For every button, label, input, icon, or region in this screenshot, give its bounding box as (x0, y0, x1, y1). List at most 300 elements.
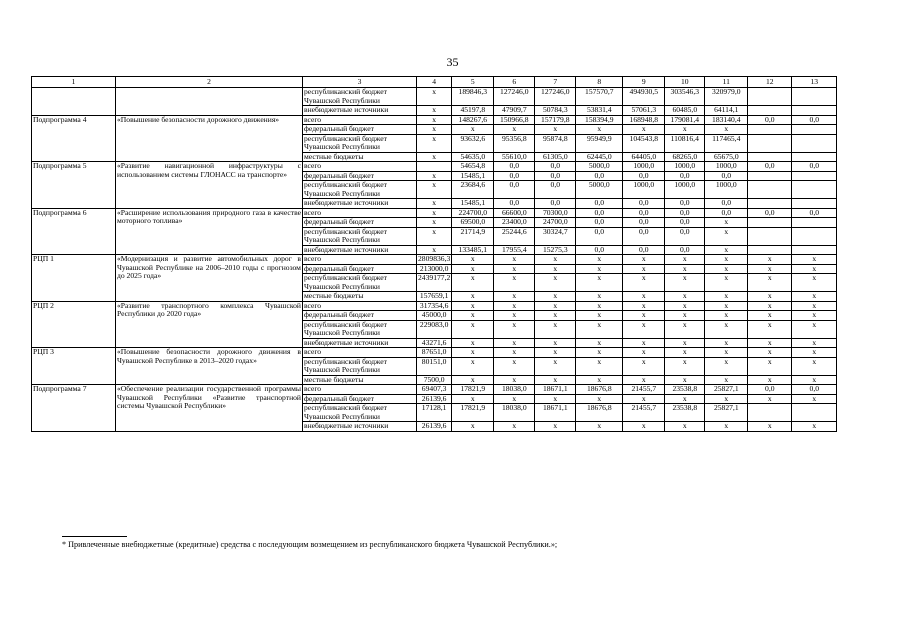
value-cell: x (535, 311, 576, 321)
value-cell: 157179,8 (535, 115, 576, 125)
program-name-cell: «Развитие навигационной инфраструктуры с использованием системы ГЛОНАСС на транспорте» (116, 162, 303, 209)
funding-source-cell: внебюджетные источники (303, 338, 417, 348)
value-cell: x (535, 375, 576, 385)
value-cell: x (576, 394, 623, 404)
table-row (32, 255, 837, 265)
value-cell: 0,0 (494, 162, 535, 172)
value-cell: 133485,1 (452, 245, 494, 255)
value-cell: x (494, 338, 535, 348)
table-row (32, 348, 837, 358)
funding-source-cell: внебюджетные источники (303, 199, 417, 209)
value-cell: x (748, 274, 792, 292)
funding-source-cell: федеральный бюджет (303, 125, 417, 135)
value-cell: x (494, 301, 535, 311)
value-cell: 0,0 (748, 115, 792, 125)
column-header: 1 (32, 77, 116, 88)
footnote-divider (62, 536, 127, 537)
value-cell: x (494, 375, 535, 385)
value-cell: x (494, 320, 535, 338)
value-cell: 15275,3 (535, 245, 576, 255)
funding-source-cell: федеральный бюджет (303, 218, 417, 228)
value-cell: x (417, 152, 452, 162)
value-cell: 43271,6 (417, 338, 452, 348)
value-cell: x (623, 394, 665, 404)
value-cell: x (535, 357, 576, 375)
value-cell: x (792, 375, 837, 385)
program-name-cell: «Повышение безопасности дорожного движения в Чувашской Республике в 2013–2020 годах» (116, 348, 303, 385)
value-cell: 55610,0 (494, 152, 535, 162)
value-cell: 60485,0 (665, 106, 705, 116)
value-cell: 1000,0 (623, 162, 665, 172)
value-cell: 0,0 (576, 208, 623, 218)
value-cell: x (792, 311, 837, 321)
value-cell (792, 199, 837, 209)
value-cell: x (665, 255, 705, 265)
funding-source-cell: республиканский бюджет Чувашской Республики (303, 134, 417, 152)
value-cell (748, 404, 792, 422)
value-cell: x (576, 357, 623, 375)
funding-source-cell: федеральный бюджет (303, 264, 417, 274)
value-cell: 0,0 (535, 199, 576, 209)
value-cell: x (452, 292, 494, 302)
header-row (32, 77, 837, 88)
value-cell: 0,0 (665, 208, 705, 218)
value-cell: 24700,0 (535, 218, 576, 228)
value-cell: 0,0 (494, 181, 535, 199)
value-cell: x (665, 264, 705, 274)
value-cell: 0,0 (623, 218, 665, 228)
value-cell: x (705, 255, 748, 265)
value-cell: 157570,7 (576, 88, 623, 106)
value-cell: x (535, 301, 576, 311)
value-cell: 26139,6 (417, 394, 452, 404)
value-cell: 45197,8 (452, 106, 494, 116)
value-cell: x (665, 348, 705, 358)
value-cell: 158394,9 (576, 115, 623, 125)
funding-source-cell: всего (303, 348, 417, 358)
value-cell (748, 88, 792, 106)
value-cell: 62445,0 (576, 152, 623, 162)
value-cell: 64405,0 (623, 152, 665, 162)
value-cell: 5000,0 (576, 181, 623, 199)
value-cell: 0,0 (705, 171, 748, 181)
value-cell: 61305,0 (535, 152, 576, 162)
value-cell: 0,0 (576, 218, 623, 228)
value-cell (748, 106, 792, 116)
value-cell: 47909,7 (494, 106, 535, 116)
value-cell (748, 152, 792, 162)
value-cell: x (665, 311, 705, 321)
value-cell: x (452, 255, 494, 265)
value-cell: x (576, 338, 623, 348)
value-cell (748, 218, 792, 228)
value-cell: 5000,0 (576, 162, 623, 172)
value-cell: 21455,7 (623, 404, 665, 422)
value-cell: 0,0 (665, 227, 705, 245)
funding-source-cell: всего (303, 385, 417, 395)
value-cell: 18676,8 (576, 385, 623, 395)
value-cell (792, 227, 837, 245)
value-cell: 25244,6 (494, 227, 535, 245)
value-cell: 179081,4 (665, 115, 705, 125)
value-cell: x (452, 274, 494, 292)
value-cell: 0,0 (576, 199, 623, 209)
column-header: 4 (417, 77, 452, 88)
value-cell: x (623, 348, 665, 358)
value-cell: x (705, 311, 748, 321)
value-cell: 189846,3 (452, 88, 494, 106)
value-cell: x (452, 394, 494, 404)
table-row (32, 162, 837, 172)
program-cell: Подпрограмма 4 (32, 115, 116, 162)
program-cell: РЦП 3 (32, 348, 116, 385)
table-row (32, 208, 837, 218)
value-cell: 7500,0 (417, 375, 452, 385)
value-cell: 54635,0 (452, 152, 494, 162)
column-header: 8 (576, 77, 623, 88)
value-cell: 0,0 (494, 199, 535, 209)
value-cell (792, 171, 837, 181)
funding-source-cell: местные бюджеты (303, 152, 417, 162)
value-cell: 168948,8 (623, 115, 665, 125)
funding-source-cell: внебюджетные источники (303, 245, 417, 255)
value-cell: x (665, 274, 705, 292)
program-name-cell: «Обеспечение реализации государственной программы Чувашской Республики «Развитие транспортной системы Чувашской Республики» (116, 385, 303, 432)
value-cell (792, 134, 837, 152)
value-cell: x (417, 199, 452, 209)
value-cell: x (494, 125, 535, 135)
value-cell: 18671,1 (535, 385, 576, 395)
value-cell: x (535, 422, 576, 432)
value-cell: 65675,0 (705, 152, 748, 162)
value-cell: x (748, 422, 792, 432)
value-cell: x (748, 255, 792, 265)
value-cell: 17821,9 (452, 385, 494, 395)
value-cell: x (705, 274, 748, 292)
column-header: 13 (792, 77, 837, 88)
value-cell: 25827,1 (705, 385, 748, 395)
program-name-cell: «Расширение использования природного газа в качестве моторного топлива» (116, 208, 303, 255)
value-cell: x (705, 357, 748, 375)
value-cell: x (792, 348, 837, 358)
program-name-cell: «Развитие транспортного комплекса Чувашской Республики до 2020 года» (116, 301, 303, 348)
value-cell: x (452, 301, 494, 311)
value-cell: x (452, 264, 494, 274)
value-cell: x (748, 357, 792, 375)
value-cell: 21455,7 (623, 385, 665, 395)
funding-source-cell: всего (303, 162, 417, 172)
value-cell: x (665, 422, 705, 432)
value-cell: 0,0 (748, 385, 792, 395)
value-cell: 64114,1 (705, 106, 748, 116)
value-cell: x (576, 301, 623, 311)
value-cell: x (417, 115, 452, 125)
value-cell: 18671,1 (535, 404, 576, 422)
value-cell: x (748, 338, 792, 348)
value-cell: x (452, 348, 494, 358)
column-header: 2 (116, 77, 303, 88)
value-cell: x (417, 245, 452, 255)
value-cell: x (417, 125, 452, 135)
value-cell: 0,0 (494, 171, 535, 181)
value-cell (792, 181, 837, 199)
value-cell: 1000,0 (705, 162, 748, 172)
value-cell: 0,0 (623, 199, 665, 209)
value-cell (792, 88, 837, 106)
value-cell: 2439177,2 (417, 274, 452, 292)
value-cell: x (748, 264, 792, 274)
value-cell: x (494, 274, 535, 292)
value-cell: 0,0 (576, 227, 623, 245)
value-cell: 23538,8 (665, 404, 705, 422)
value-cell: 157659,1 (417, 292, 452, 302)
value-cell: x (535, 292, 576, 302)
program-cell: Подпрограмма 6 (32, 208, 116, 255)
value-cell: 0,0 (792, 385, 837, 395)
value-cell: x (417, 134, 452, 152)
funding-source-cell: республиканский бюджет Чувашской Республики (303, 404, 417, 422)
funding-source-cell: республиканский бюджет Чувашской Республики (303, 181, 417, 199)
value-cell: x (452, 320, 494, 338)
value-cell: x (705, 292, 748, 302)
value-cell: x (623, 255, 665, 265)
value-cell: x (748, 320, 792, 338)
value-cell: x (535, 394, 576, 404)
value-cell (417, 162, 452, 172)
value-cell (792, 106, 837, 116)
column-header: 6 (494, 77, 535, 88)
funding-source-cell: федеральный бюджет (303, 171, 417, 181)
value-cell (792, 152, 837, 162)
funding-source-cell: республиканский бюджет Чувашской Республики (303, 88, 417, 106)
value-cell: x (623, 292, 665, 302)
program-name-cell: «Повышение безопасности дорожного движения» (116, 115, 303, 162)
value-cell: 50784,3 (535, 106, 576, 116)
funding-source-cell: местные бюджеты (303, 292, 417, 302)
value-cell: x (494, 422, 535, 432)
value-cell: x (623, 357, 665, 375)
value-cell: 1000,0 (665, 162, 705, 172)
funding-source-cell: федеральный бюджет (303, 394, 417, 404)
value-cell: 21714,9 (452, 227, 494, 245)
value-cell: 69500,0 (452, 218, 494, 228)
value-cell: 0,0 (535, 171, 576, 181)
column-header: 5 (452, 77, 494, 88)
value-cell: 104543,8 (623, 134, 665, 152)
funding-source-cell: республиканский бюджет Чувашской Республики (303, 320, 417, 338)
value-cell: x (623, 125, 665, 135)
program-cell: Подпрограмма 5 (32, 162, 116, 209)
value-cell: 320979,0 (705, 88, 748, 106)
value-cell: x (792, 255, 837, 265)
value-cell: 95356,8 (494, 134, 535, 152)
value-cell: 1000,0 (623, 181, 665, 199)
value-cell: 0,0 (535, 162, 576, 172)
value-cell (748, 227, 792, 245)
value-cell: x (705, 320, 748, 338)
value-cell: x (792, 394, 837, 404)
value-cell (748, 181, 792, 199)
value-cell: 0,0 (623, 208, 665, 218)
program-cell (32, 88, 116, 116)
value-cell: 80151,0 (417, 357, 452, 375)
funding-table (31, 76, 837, 432)
value-cell: 26139,6 (417, 422, 452, 432)
value-cell: 229083,0 (417, 320, 452, 338)
value-cell: x (705, 338, 748, 348)
value-cell: x (494, 394, 535, 404)
value-cell: 0,0 (623, 245, 665, 255)
value-cell: x (576, 348, 623, 358)
value-cell: x (705, 348, 748, 358)
value-cell: x (494, 255, 535, 265)
value-cell: 0,0 (623, 171, 665, 181)
footnote: * Привлеченные внебюджетные (кредитные) средства с последующим возмещением из республиканского бюджета Чувашской Республики.»; (62, 540, 558, 549)
program-cell: РЦП 1 (32, 255, 116, 302)
value-cell: 0,0 (705, 208, 748, 218)
value-cell: x (535, 320, 576, 338)
value-cell (792, 125, 837, 135)
value-cell: x (705, 422, 748, 432)
column-header: 7 (535, 77, 576, 88)
value-cell: 45000,0 (417, 311, 452, 321)
value-cell: x (748, 292, 792, 302)
value-cell: x (576, 320, 623, 338)
value-cell: x (494, 348, 535, 358)
value-cell: x (535, 264, 576, 274)
value-cell: x (705, 301, 748, 311)
value-cell: x (792, 274, 837, 292)
value-cell: 224700,0 (452, 208, 494, 218)
value-cell: 25827,1 (705, 404, 748, 422)
value-cell: 494930,5 (623, 88, 665, 106)
program-cell: Подпрограмма 7 (32, 385, 116, 432)
value-cell: 17955,4 (494, 245, 535, 255)
table-row (32, 115, 837, 125)
value-cell: 70300,0 (535, 208, 576, 218)
funding-source-cell: всего (303, 301, 417, 311)
value-cell: x (452, 422, 494, 432)
funding-source-cell: республиканский бюджет Чувашской Республики (303, 274, 417, 292)
value-cell: x (792, 292, 837, 302)
value-cell: x (417, 227, 452, 245)
value-cell: x (452, 357, 494, 375)
value-cell: 15485,1 (452, 171, 494, 181)
value-cell: x (452, 375, 494, 385)
value-cell: 0,0 (623, 227, 665, 245)
value-cell: x (452, 125, 494, 135)
value-cell: x (623, 375, 665, 385)
value-cell: 68265,0 (665, 152, 705, 162)
funding-source-cell: республиканский бюджет Чувашской Республики (303, 357, 417, 375)
value-cell: x (665, 292, 705, 302)
value-cell: 0,0 (535, 181, 576, 199)
value-cell: 1000,0 (665, 181, 705, 199)
value-cell: x (494, 264, 535, 274)
value-cell: 117465,4 (705, 134, 748, 152)
value-cell: x (417, 106, 452, 116)
value-cell: x (665, 301, 705, 311)
value-cell: x (535, 274, 576, 292)
value-cell: x (665, 320, 705, 338)
value-cell: x (535, 255, 576, 265)
value-cell: x (665, 357, 705, 375)
value-cell: x (665, 125, 705, 135)
value-cell: 0,0 (665, 245, 705, 255)
value-cell: 2809836,3 (418, 254, 451, 263)
value-cell: 23684,6 (452, 181, 494, 199)
funding-source-cell: местные бюджеты (303, 375, 417, 385)
value-cell: 317354,6 (417, 301, 452, 311)
value-cell: 0,0 (748, 162, 792, 172)
value-cell: x (705, 264, 748, 274)
value-cell: 95874,8 (535, 134, 576, 152)
value-cell: x (535, 338, 576, 348)
value-cell: 127246,0 (494, 88, 535, 106)
value-cell: x (623, 338, 665, 348)
value-cell: x (576, 422, 623, 432)
value-cell: 0,0 (705, 199, 748, 209)
value-cell (748, 199, 792, 209)
value-cell (748, 134, 792, 152)
value-cell: 57061,3 (623, 106, 665, 116)
value-cell: x (792, 357, 837, 375)
value-cell: 303546,3 (665, 88, 705, 106)
value-cell: 150966,8 (494, 115, 535, 125)
column-header: 12 (748, 77, 792, 88)
value-cell: 148267,6 (452, 115, 494, 125)
value-cell: 127246,0 (535, 88, 576, 106)
program-cell: РЦП 2 (32, 301, 116, 348)
value-cell: 17128,1 (417, 404, 452, 422)
value-cell: x (494, 311, 535, 321)
program-name-cell: «Модернизация и развитие автомобильных дорог в Чувашской Республике на 2006–2010 годы с прогнозом до 2025 года» (116, 255, 303, 302)
value-cell: x (535, 348, 576, 358)
value-cell: 93632,6 (452, 134, 494, 152)
value-cell: x (494, 292, 535, 302)
value-cell: x (665, 394, 705, 404)
value-cell: 30324,7 (535, 227, 576, 245)
value-cell: 183140,4 (705, 115, 748, 125)
value-cell: 0,0 (665, 218, 705, 228)
table-row (32, 385, 837, 395)
value-cell: 0,0 (665, 199, 705, 209)
value-cell: x (576, 264, 623, 274)
value-cell: x (417, 218, 452, 228)
value-cell: 0,0 (576, 171, 623, 181)
value-cell: x (792, 264, 837, 274)
funding-source-cell: всего (303, 208, 417, 218)
value-cell: x (792, 320, 837, 338)
value-cell (748, 171, 792, 181)
value-cell: 18038,0 (494, 404, 535, 422)
value-cell: 69407,3 (417, 385, 452, 395)
value-cell: 53831,4 (576, 106, 623, 116)
value-cell: 0,0 (792, 162, 837, 172)
value-cell: 0,0 (748, 208, 792, 218)
value-cell: x (792, 422, 837, 432)
program-name-cell (116, 88, 303, 116)
value-cell (792, 245, 837, 255)
column-header: 9 (623, 77, 665, 88)
funding-source-cell: внебюджетные источники (303, 422, 417, 432)
value-cell: x (705, 245, 748, 255)
funding-source-cell: республиканский бюджет Чувашской Республики (303, 227, 417, 245)
value-cell: x (665, 375, 705, 385)
value-cell: x (623, 422, 665, 432)
value-cell: x (623, 320, 665, 338)
value-cell: x (417, 171, 452, 181)
